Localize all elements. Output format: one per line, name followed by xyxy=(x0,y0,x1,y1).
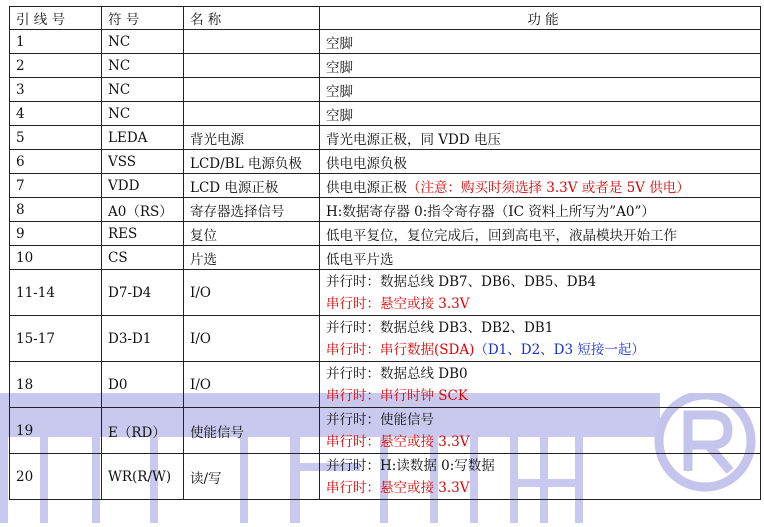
symbol-cell: LEDA xyxy=(102,126,184,150)
pin-cell: 8 xyxy=(10,198,102,222)
pin-cell: 3 xyxy=(10,78,102,102)
table-row xyxy=(10,222,761,246)
function-cell xyxy=(320,174,761,198)
name-cell xyxy=(184,54,320,78)
pin-cell: 10 xyxy=(10,246,102,270)
symbol-cell: D7-D4 xyxy=(102,270,184,316)
table-row xyxy=(10,270,761,316)
pin-definition-table xyxy=(9,6,761,500)
table-row xyxy=(10,174,761,198)
name-cell: 片选 xyxy=(184,246,320,270)
function-text: 供电电源正极 xyxy=(326,179,407,196)
function-cell: 空脚 xyxy=(320,54,761,78)
name-cell: 背光电源 xyxy=(184,126,320,150)
function-cell: 供电电源负极 xyxy=(320,150,761,174)
table-row xyxy=(10,102,761,126)
name-cell: 使能信号 xyxy=(184,408,320,454)
pin-cell: 9 xyxy=(10,222,102,246)
table-row xyxy=(10,454,761,500)
serial-mode-text: 串行时：悬空或接 3.3V xyxy=(326,479,470,496)
table-row xyxy=(10,246,761,270)
name-cell: I/O xyxy=(184,270,320,316)
function-cell: 低电平片选 xyxy=(320,246,761,270)
pin-cell: 6 xyxy=(10,150,102,174)
header-function: 功 能 xyxy=(320,7,761,30)
symbol-cell: E（RD） xyxy=(102,408,184,454)
symbol-cell: NC xyxy=(102,30,184,54)
function-cell xyxy=(320,362,761,408)
pin-cell: 1 xyxy=(10,30,102,54)
symbol-cell: VDD xyxy=(102,174,184,198)
name-cell: I/O xyxy=(184,362,320,408)
serial-mode-text: 串行时：串行时钟 SCK xyxy=(326,387,468,404)
pin-cell: 2 xyxy=(10,54,102,78)
name-cell xyxy=(184,102,320,126)
pin-cell: 19 xyxy=(10,408,102,454)
header-name: 名 称 xyxy=(184,7,320,30)
serial-mode-text: 串行时：串行数据(SDA) xyxy=(326,341,475,358)
parallel-mode-text: 并行时：H:读数据 0:写数据 xyxy=(326,457,495,474)
table-header-row xyxy=(10,7,761,30)
name-cell xyxy=(184,30,320,54)
name-cell xyxy=(184,78,320,102)
table-row xyxy=(10,150,761,174)
symbol-cell: NC xyxy=(102,78,184,102)
name-cell: LCD 电源正极 xyxy=(184,174,320,198)
function-cell: 空脚 xyxy=(320,102,761,126)
parallel-mode-text: 并行时：使能信号 xyxy=(326,411,434,428)
header-symbol: 符 号 xyxy=(102,7,184,30)
table-row xyxy=(10,408,761,454)
name-cell: I/O xyxy=(184,316,320,362)
name-cell: 寄存器选择信号 xyxy=(184,198,320,222)
function-cell: H:数据寄存器 0:指令寄存器（IC 资料上所写为”A0”） xyxy=(320,198,761,222)
function-cell xyxy=(320,270,761,316)
function-cell: 空脚 xyxy=(320,30,761,54)
short-together-note: （D1、D2、D3 短接一起） xyxy=(474,341,645,358)
table-row xyxy=(10,78,761,102)
supply-voltage-note: （注意：购买时须选择 3.3V 或者是 5V 供电） xyxy=(407,179,690,196)
symbol-cell: RES xyxy=(102,222,184,246)
symbol-cell: D0 xyxy=(102,362,184,408)
pin-cell: 11-14 xyxy=(10,270,102,316)
pin-cell: 18 xyxy=(10,362,102,408)
function-cell: 背光电源正极，同 VDD 电压 xyxy=(320,126,761,150)
table-row xyxy=(10,30,761,54)
symbol-cell: NC xyxy=(102,54,184,78)
table-row xyxy=(10,126,761,150)
pin-cell: 15-17 xyxy=(10,316,102,362)
parallel-mode-text: 并行时：数据总线 DB7、DB6、DB5、DB4 xyxy=(326,273,597,290)
function-cell xyxy=(320,454,761,500)
function-cell xyxy=(320,408,761,454)
symbol-cell: VSS xyxy=(102,150,184,174)
serial-mode-text: 串行时：悬空或接 3.3V xyxy=(326,295,470,312)
symbol-cell: NC xyxy=(102,102,184,126)
pin-cell: 4 xyxy=(10,102,102,126)
symbol-cell: WR(R/W) xyxy=(102,454,184,500)
serial-mode-text: 串行时：悬空或接 3.3V xyxy=(326,433,470,450)
function-cell: 低电平复位，复位完成后，回到高电平，液晶模块开始工作 xyxy=(320,222,761,246)
pin-cell: 7 xyxy=(10,174,102,198)
symbol-cell: CS xyxy=(102,246,184,270)
table-row xyxy=(10,198,761,222)
header-pin: 引 线 号 xyxy=(10,7,102,30)
function-cell: 空脚 xyxy=(320,78,761,102)
parallel-mode-text: 并行时：数据总线 DB0 xyxy=(326,365,468,382)
symbol-cell: A0（RS） xyxy=(102,198,184,222)
table-row xyxy=(10,362,761,408)
pin-cell: 5 xyxy=(10,126,102,150)
table-row xyxy=(10,316,761,362)
name-cell: 读/写 xyxy=(184,454,320,500)
symbol-cell: D3-D1 xyxy=(102,316,184,362)
name-cell: 复位 xyxy=(184,222,320,246)
function-cell xyxy=(320,316,761,362)
parallel-mode-text: 并行时：数据总线 DB3、DB2、DB1 xyxy=(326,319,554,336)
name-cell: LCD/BL 电源负极 xyxy=(184,150,320,174)
table-row xyxy=(10,54,761,78)
serial-mode-line xyxy=(326,339,760,361)
pin-cell: 20 xyxy=(10,454,102,500)
